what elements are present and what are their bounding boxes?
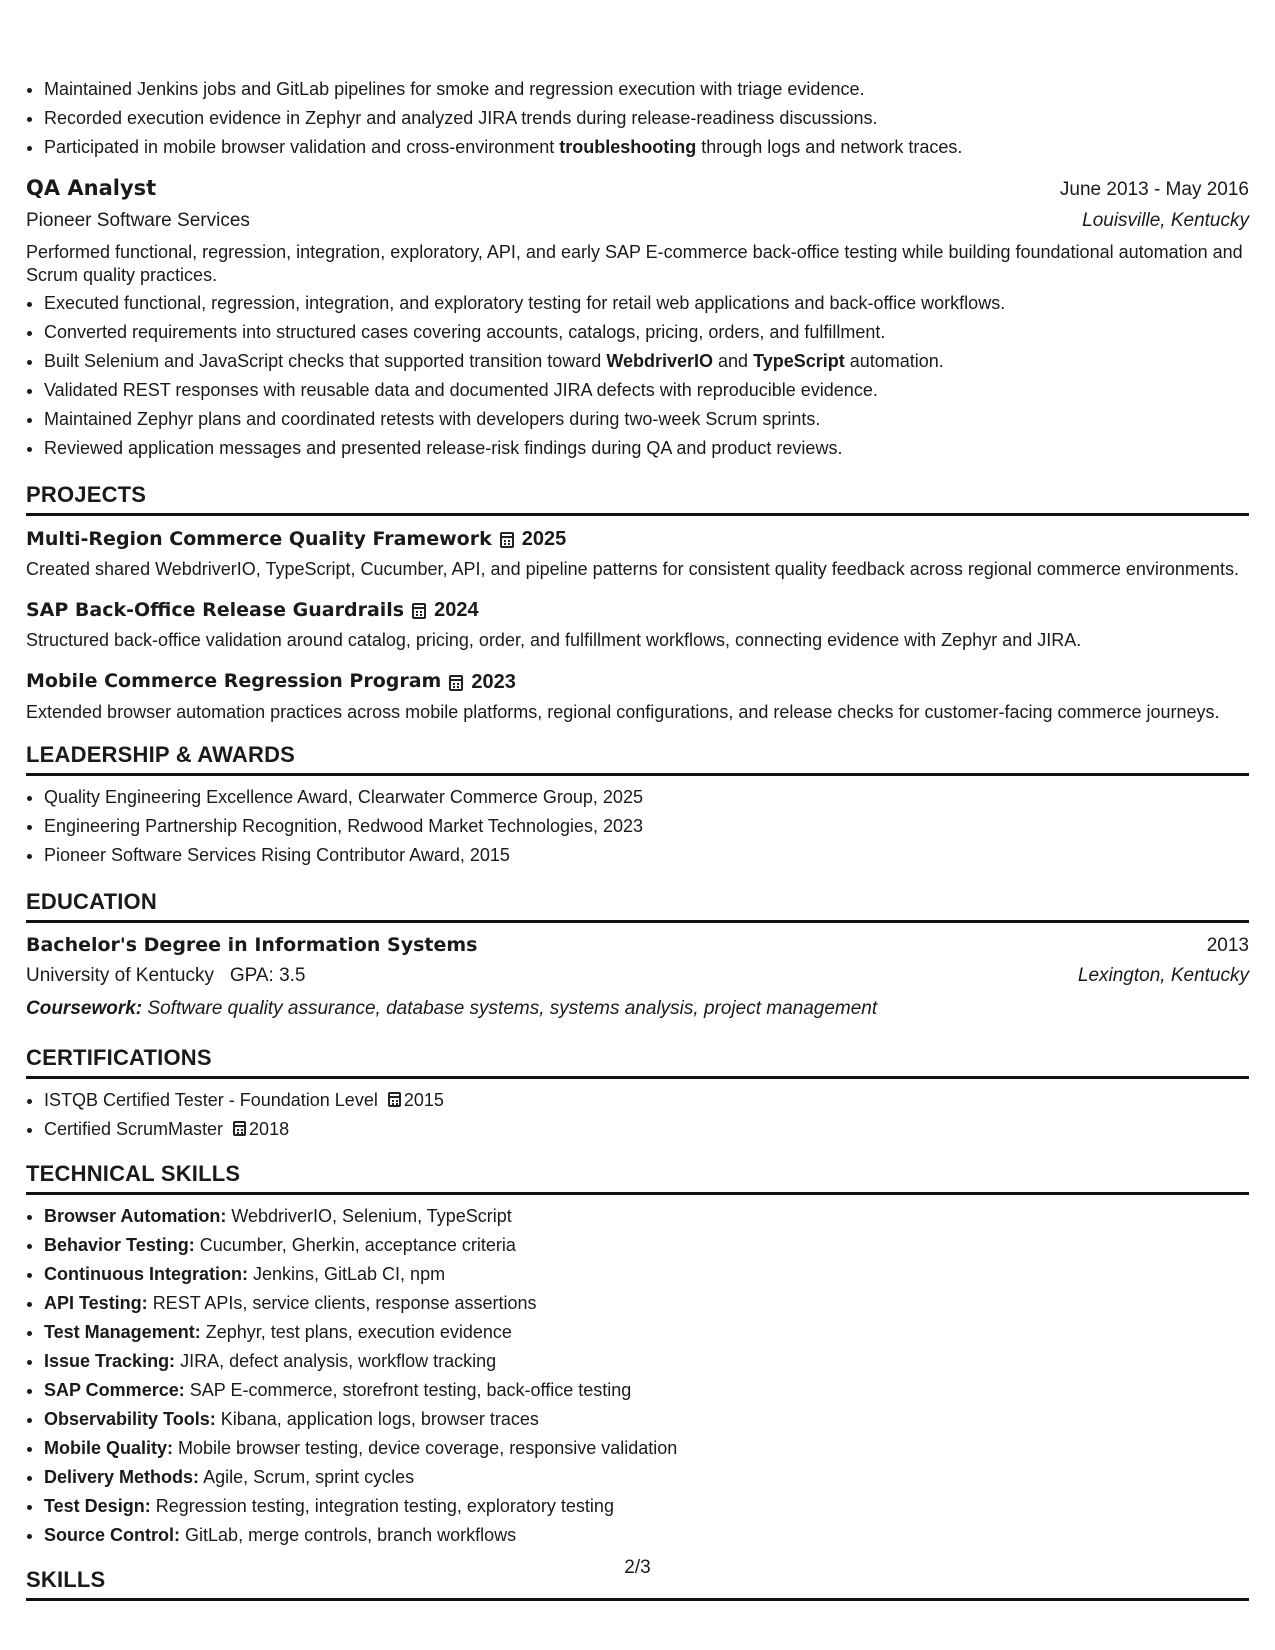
list-item <box>44 1435 1249 1462</box>
leadership-list <box>26 784 1249 869</box>
page-number: 2/3 <box>624 1557 651 1578</box>
skill-label: Mobile Quality: <box>44 1438 174 1459</box>
skill-value: Agile, Scrum, sprint cycles <box>203 1467 415 1488</box>
cert-name: Certified ScrumMaster <box>44 1119 224 1140</box>
role-summary: Performed functional, regression, integration, exploratory, API, and early SAP E-commerce back-office testing while building foundational automation and Scrum quality practices. <box>26 242 1243 286</box>
skill-label: Test Design: <box>44 1496 151 1517</box>
list-item <box>44 1377 1249 1404</box>
project-item <box>26 667 1249 724</box>
skill-value: GitLab, merge controls, branch workflows <box>185 1525 517 1546</box>
calendar-icon <box>388 1092 401 1107</box>
list-item <box>44 1116 1249 1143</box>
skill-value: REST APIs, service clients, response assertions <box>152 1293 537 1314</box>
section-heading-education: EDUCATION <box>26 885 1249 923</box>
skill-value: Regression testing, integration testing, exploratory testing <box>155 1496 614 1517</box>
project-item <box>26 595 1249 652</box>
school-location: Lexington, Kentucky <box>1077 965 1249 987</box>
list-item <box>44 1232 1249 1259</box>
list-item <box>44 1406 1249 1433</box>
list-item: • Quality Engineering Excellence Award, Clearwater Commerce Group, 2025 <box>44 784 1249 811</box>
skill-value: Kibana, application logs, browser traces <box>220 1409 539 1430</box>
list-item: • Reviewed application messages and presented release-risk findings during QA and product reviews. <box>44 435 1249 462</box>
coursework-label: Coursework: <box>26 997 143 1019</box>
section-heading-certifications: CERTIFICATIONS <box>26 1041 1249 1079</box>
list-item <box>44 348 1249 375</box>
project-description: Extended browser automation practices across mobile platforms, regional configurations, and release checks for customer-facing commerce journeys. <box>26 701 1220 722</box>
skill-label: SAP Commerce: <box>44 1380 185 1401</box>
list-item <box>44 1493 1249 1520</box>
text: automation. <box>844 350 944 371</box>
cert-year: 2015 <box>403 1090 444 1111</box>
certifications-list <box>26 1087 1249 1143</box>
project-year: 2025 <box>521 527 567 550</box>
list-item <box>44 1087 1249 1114</box>
list-item <box>44 134 1249 161</box>
bold-term: TypeScript <box>753 350 845 371</box>
role-title: QA Analyst <box>26 176 157 200</box>
skill-label: API Testing: <box>44 1293 148 1314</box>
list-item: • Maintained Jenkins jobs and GitLab pipelines for smoke and regression execution with triage evidence. <box>44 76 1249 103</box>
bold-term: WebdriverIO <box>606 350 714 371</box>
skill-label: Behavior Testing: <box>44 1235 195 1256</box>
list-item: • Recorded execution evidence in Zephyr and analyzed JIRA trends during release-readiness discussions. <box>44 105 1249 132</box>
skill-label: Observability Tools: <box>44 1409 216 1430</box>
technical-skills-list <box>26 1203 1249 1549</box>
gpa: GPA: 3.5 <box>229 965 306 987</box>
degree-year: 2013 <box>1206 934 1249 956</box>
skill-label: Test Management: <box>44 1322 201 1343</box>
education-entry <box>26 931 1249 1024</box>
list-item: • Pioneer Software Services Rising Contributor Award, 2015 <box>44 842 1249 869</box>
skill-value: SAP E-commerce, storefront testing, back-office testing <box>189 1380 632 1401</box>
text: Built Selenium and JavaScript checks that supported transition toward <box>44 350 607 371</box>
list-item <box>44 1261 1249 1288</box>
section-heading-skills: SKILLS <box>26 1563 1249 1601</box>
coursework <box>26 995 1249 1024</box>
list-item: • Maintained Zephyr plans and coordinated retests with developers during two-week Scrum sprints. <box>44 406 1249 433</box>
skill-value: WebdriverIO, Selenium, TypeScript <box>231 1206 512 1227</box>
project-title: SAP Back-Office Release Guardrails <box>26 598 405 621</box>
role-location: Louisville, Kentucky <box>1082 209 1249 231</box>
text: through logs and network traces. <box>696 137 963 157</box>
project-year: 2024 <box>434 599 479 622</box>
cert-name: ISTQB Certified Tester - Foundation Level <box>44 1090 378 1111</box>
skill-label: Source Control: <box>44 1525 181 1546</box>
section-heading-leadership: LEADERSHIP & AWARDS <box>26 738 1249 776</box>
calendar-icon <box>500 532 514 548</box>
role-dates: June 2013 - May 2016 <box>1059 179 1249 200</box>
bold-term: troubleshooting <box>559 137 697 157</box>
list-item <box>44 1319 1249 1346</box>
role-company: Pioneer Software Services <box>26 209 250 231</box>
coursework-list: Software quality assurance, database systems, systems analysis, project management <box>147 997 878 1019</box>
calendar-icon <box>233 1121 246 1136</box>
list-item: • Converted requirements into structured cases covering accounts, catalogs, pricing, orders, and fulfillment. <box>44 319 1249 346</box>
skill-label: Continuous Integration: <box>44 1264 248 1285</box>
cert-year: 2018 <box>249 1119 290 1140</box>
prev-role-bullets <box>26 76 1249 161</box>
school-line <box>26 962 306 991</box>
list-item <box>44 1522 1249 1549</box>
school-name: University of Kentucky <box>26 965 214 987</box>
skill-value: Zephyr, test plans, execution evidence <box>205 1322 512 1343</box>
list-item: • Engineering Partnership Recognition, Redwood Market Technologies, 2023 <box>44 813 1249 840</box>
skill-value: Cucumber, Gherkin, acceptance criteria <box>199 1235 516 1256</box>
list-item <box>44 1290 1249 1317</box>
skill-value: Mobile browser testing, device coverage, responsive validation <box>178 1438 678 1459</box>
degree-title: Bachelor's Degree in Information Systems <box>26 933 478 956</box>
list-item: • Validated REST responses with reusable data and documented JIRA defects with reproducible evidence. <box>44 377 1249 404</box>
skill-label: Delivery Methods: <box>44 1467 200 1488</box>
project-title: Multi-Region Commerce Quality Framework <box>26 527 492 550</box>
project-year: 2023 <box>471 670 516 693</box>
section-heading-technical-skills: TECHNICAL SKILLS <box>26 1157 1249 1195</box>
project-title: Mobile Commerce Regression Program <box>26 670 442 693</box>
text: Participated in mobile browser validation and cross-environment <box>44 137 560 157</box>
skill-value: Jenkins, GitLab CI, npm <box>252 1264 446 1285</box>
role-bullets <box>26 290 1249 462</box>
list-item <box>44 1464 1249 1491</box>
list-item <box>44 1348 1249 1375</box>
skill-value: JIRA, defect analysis, workflow tracking <box>180 1351 497 1372</box>
list-item <box>44 1203 1249 1230</box>
section-heading-projects: PROJECTS <box>26 478 1249 516</box>
skill-label: Browser Automation: <box>44 1206 227 1227</box>
calendar-icon <box>412 603 426 619</box>
project-description: Structured back-office validation around catalog, pricing, order, and fulfillment workflows, connecting evidence with Zephyr and JIRA. <box>26 630 1082 651</box>
text: and <box>713 350 754 371</box>
skill-label: Issue Tracking: <box>44 1351 176 1372</box>
list-item: • Executed functional, regression, integration, and exploratory testing for retail web applications and back-office workflows. <box>44 290 1249 317</box>
project-item <box>26 524 1249 581</box>
qa-analyst-role <box>26 173 1249 462</box>
calendar-icon <box>449 675 463 691</box>
resume-page <box>26 76 1249 1609</box>
project-description: Created shared WebdriverIO, TypeScript, Cucumber, API, and pipeline patterns for consistent quality feedback across regional commerce environments. <box>26 558 1239 579</box>
